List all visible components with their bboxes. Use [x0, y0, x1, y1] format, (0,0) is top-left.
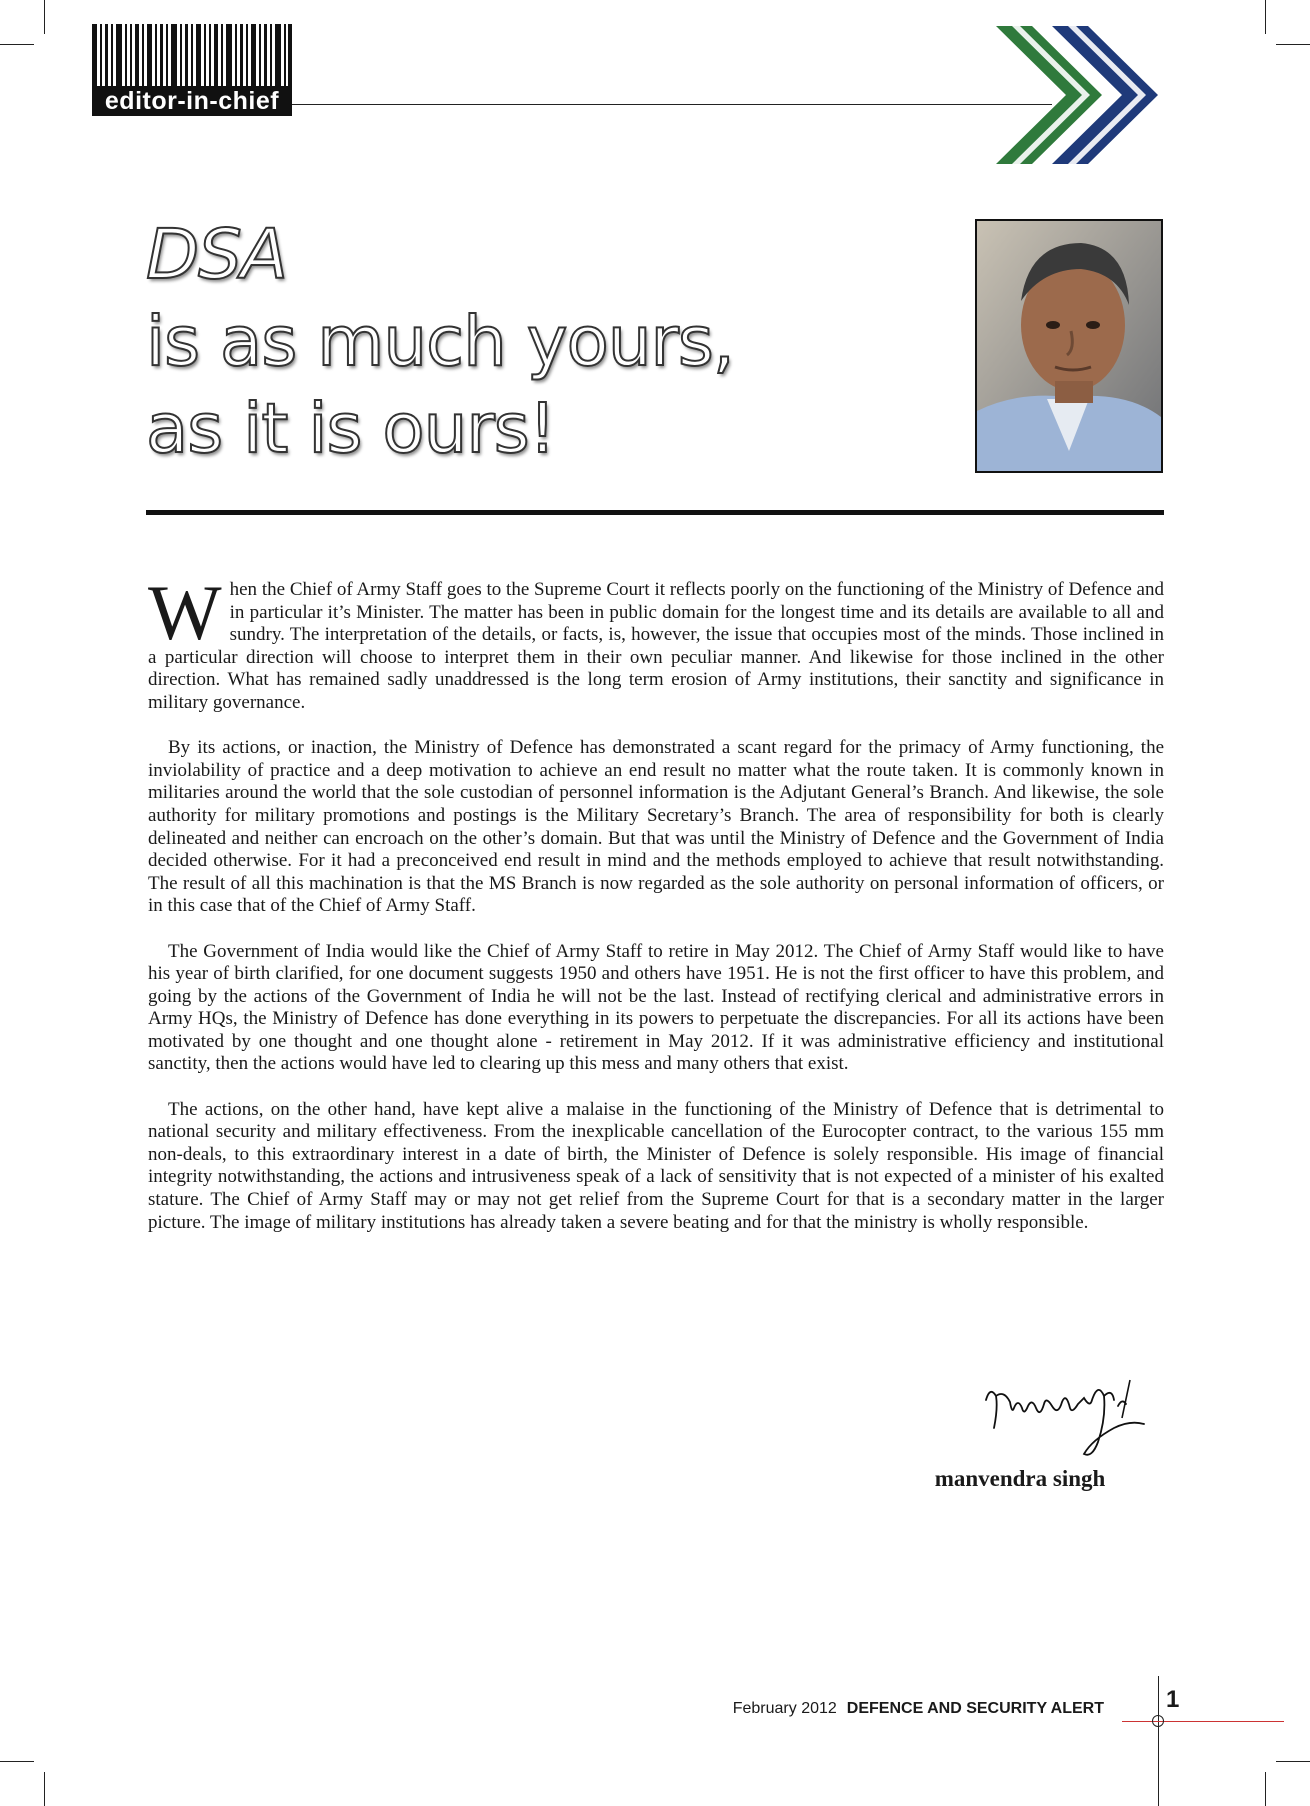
footer-divider [1158, 1676, 1159, 1806]
crop-mark [0, 44, 34, 45]
paragraph-1-text: hen the Chief of Army Staff goes to the Supreme Court it reflects poorly on the functioning of the Ministry of Defence and in particular it’s Minister. The matter has been in public domain for the longest time and its details are available to all and sundry. The interpretation of the details, or facts, is, however, the issue that occupies most of the minds. Those inclined in a particular direction will choose to interpret them in their own peculiar manner. And likewise for those inclined in the other direction. What has remained sadly unaddressed is the long term erosion of Army institutions, their sanctity and significance in military governance. [148, 579, 1164, 713]
section-tag [92, 24, 292, 116]
title-rule [146, 510, 1164, 515]
paragraph-3: The Government of India would like the Chief of Army Staff to retire in May 2012. The Chief of Army Staff would like to have his year of birth clarified, for one document suggests 1950 and others have 1951. He is not the first officer to have this problem, and going by the actions of the Government of India he will not be the last. Instead of rectifying clerical and administrative errors in Army HQs, the Ministry of Defence has done everything in its powers to perpetuate the discrepancies. For all its actions have been motivated by one thought and one thought alone - retirement in May 2012. If it was administrative efficiency and institutional sanctity, then the actions would have led to clearing up this mess and many others that exist. [148, 940, 1164, 1075]
page-number: 1 [1166, 1686, 1180, 1713]
chevron-arrows-icon [992, 22, 1164, 168]
header-rule [292, 104, 1052, 105]
crop-mark [1265, 0, 1266, 34]
crop-mark [0, 1761, 34, 1762]
headline [146, 212, 846, 473]
headline-line-3: as it is ours! [146, 389, 556, 469]
issue-month: February 2012 [732, 1700, 837, 1717]
footer-credit [718, 1700, 1104, 1718]
paragraph-4: The actions, on the other hand, have kept alive a malaise in the functioning of the Ministry of Defence that is detrimental to national security and military effectiveness. From the inexplicable cancellation of the Eurocopter contract, to the various 155 mm non-deals, to this extraordinary interest in a date of birth, the Minister of Defence is solely responsible. His image of financial integrity notwithstanding, the actions and intrusiveness speak of a lack of sensitivity that is not expected of a minister of his exalted stature. The Chief of Army Staff may or may not get relief from the Supreme Court for that is a secondary matter in the larger picture. The image of military institutions has already taken a severe beating and for that the ministry is wholly responsible. [148, 1098, 1164, 1233]
headline-line-2: is as much yours, [146, 302, 734, 382]
registration-mark-icon [1152, 1715, 1164, 1727]
barcode-icon [92, 24, 292, 86]
drop-cap: W [148, 569, 222, 656]
crop-mark [1276, 44, 1310, 45]
handwritten-signature [980, 1378, 1150, 1468]
headline-line-1: DSA [146, 215, 288, 295]
paragraph-1 [148, 569, 1164, 715]
paragraph-2: By its actions, or inaction, the Ministry of Defence has demonstrated a scant regard for the primacy of Army functioning, the inviolability of practice and a deep motivation to achieve an end result no matter what the route taken. It is commonly known in militaries around the world that the sole custodian of personnel information is the Adjutant General’s Branch. And likewise, the sole authority for military promotions and postings is the Military Secretary’s Branch. The area of responsibility for both is clearly delineated and neither can encroach on the other’s domain. But that was until the Ministry of Defence and the Government of India decided otherwise. For it had a preconceived end result in mind and the methods employed to achieve that result notwithstanding. The result of all this machination is that the MS Branch is now regarded as the sole authority on personal information of officers, or in this case that of the Chief of Army Staff. [148, 737, 1164, 917]
crop-mark [1265, 1772, 1266, 1806]
publication-name: DEFENCE AND SECURITY ALERT [846, 1700, 1104, 1717]
crop-mark [1276, 1761, 1310, 1762]
author-name: manvendra singh [934, 1466, 1106, 1491]
section-label: editor-in-chief [92, 86, 292, 116]
author-portrait [975, 219, 1163, 473]
footer-rule [1122, 1721, 1284, 1722]
crop-mark [44, 0, 45, 34]
crop-mark [44, 1772, 45, 1806]
editorial-body [148, 569, 1164, 1257]
